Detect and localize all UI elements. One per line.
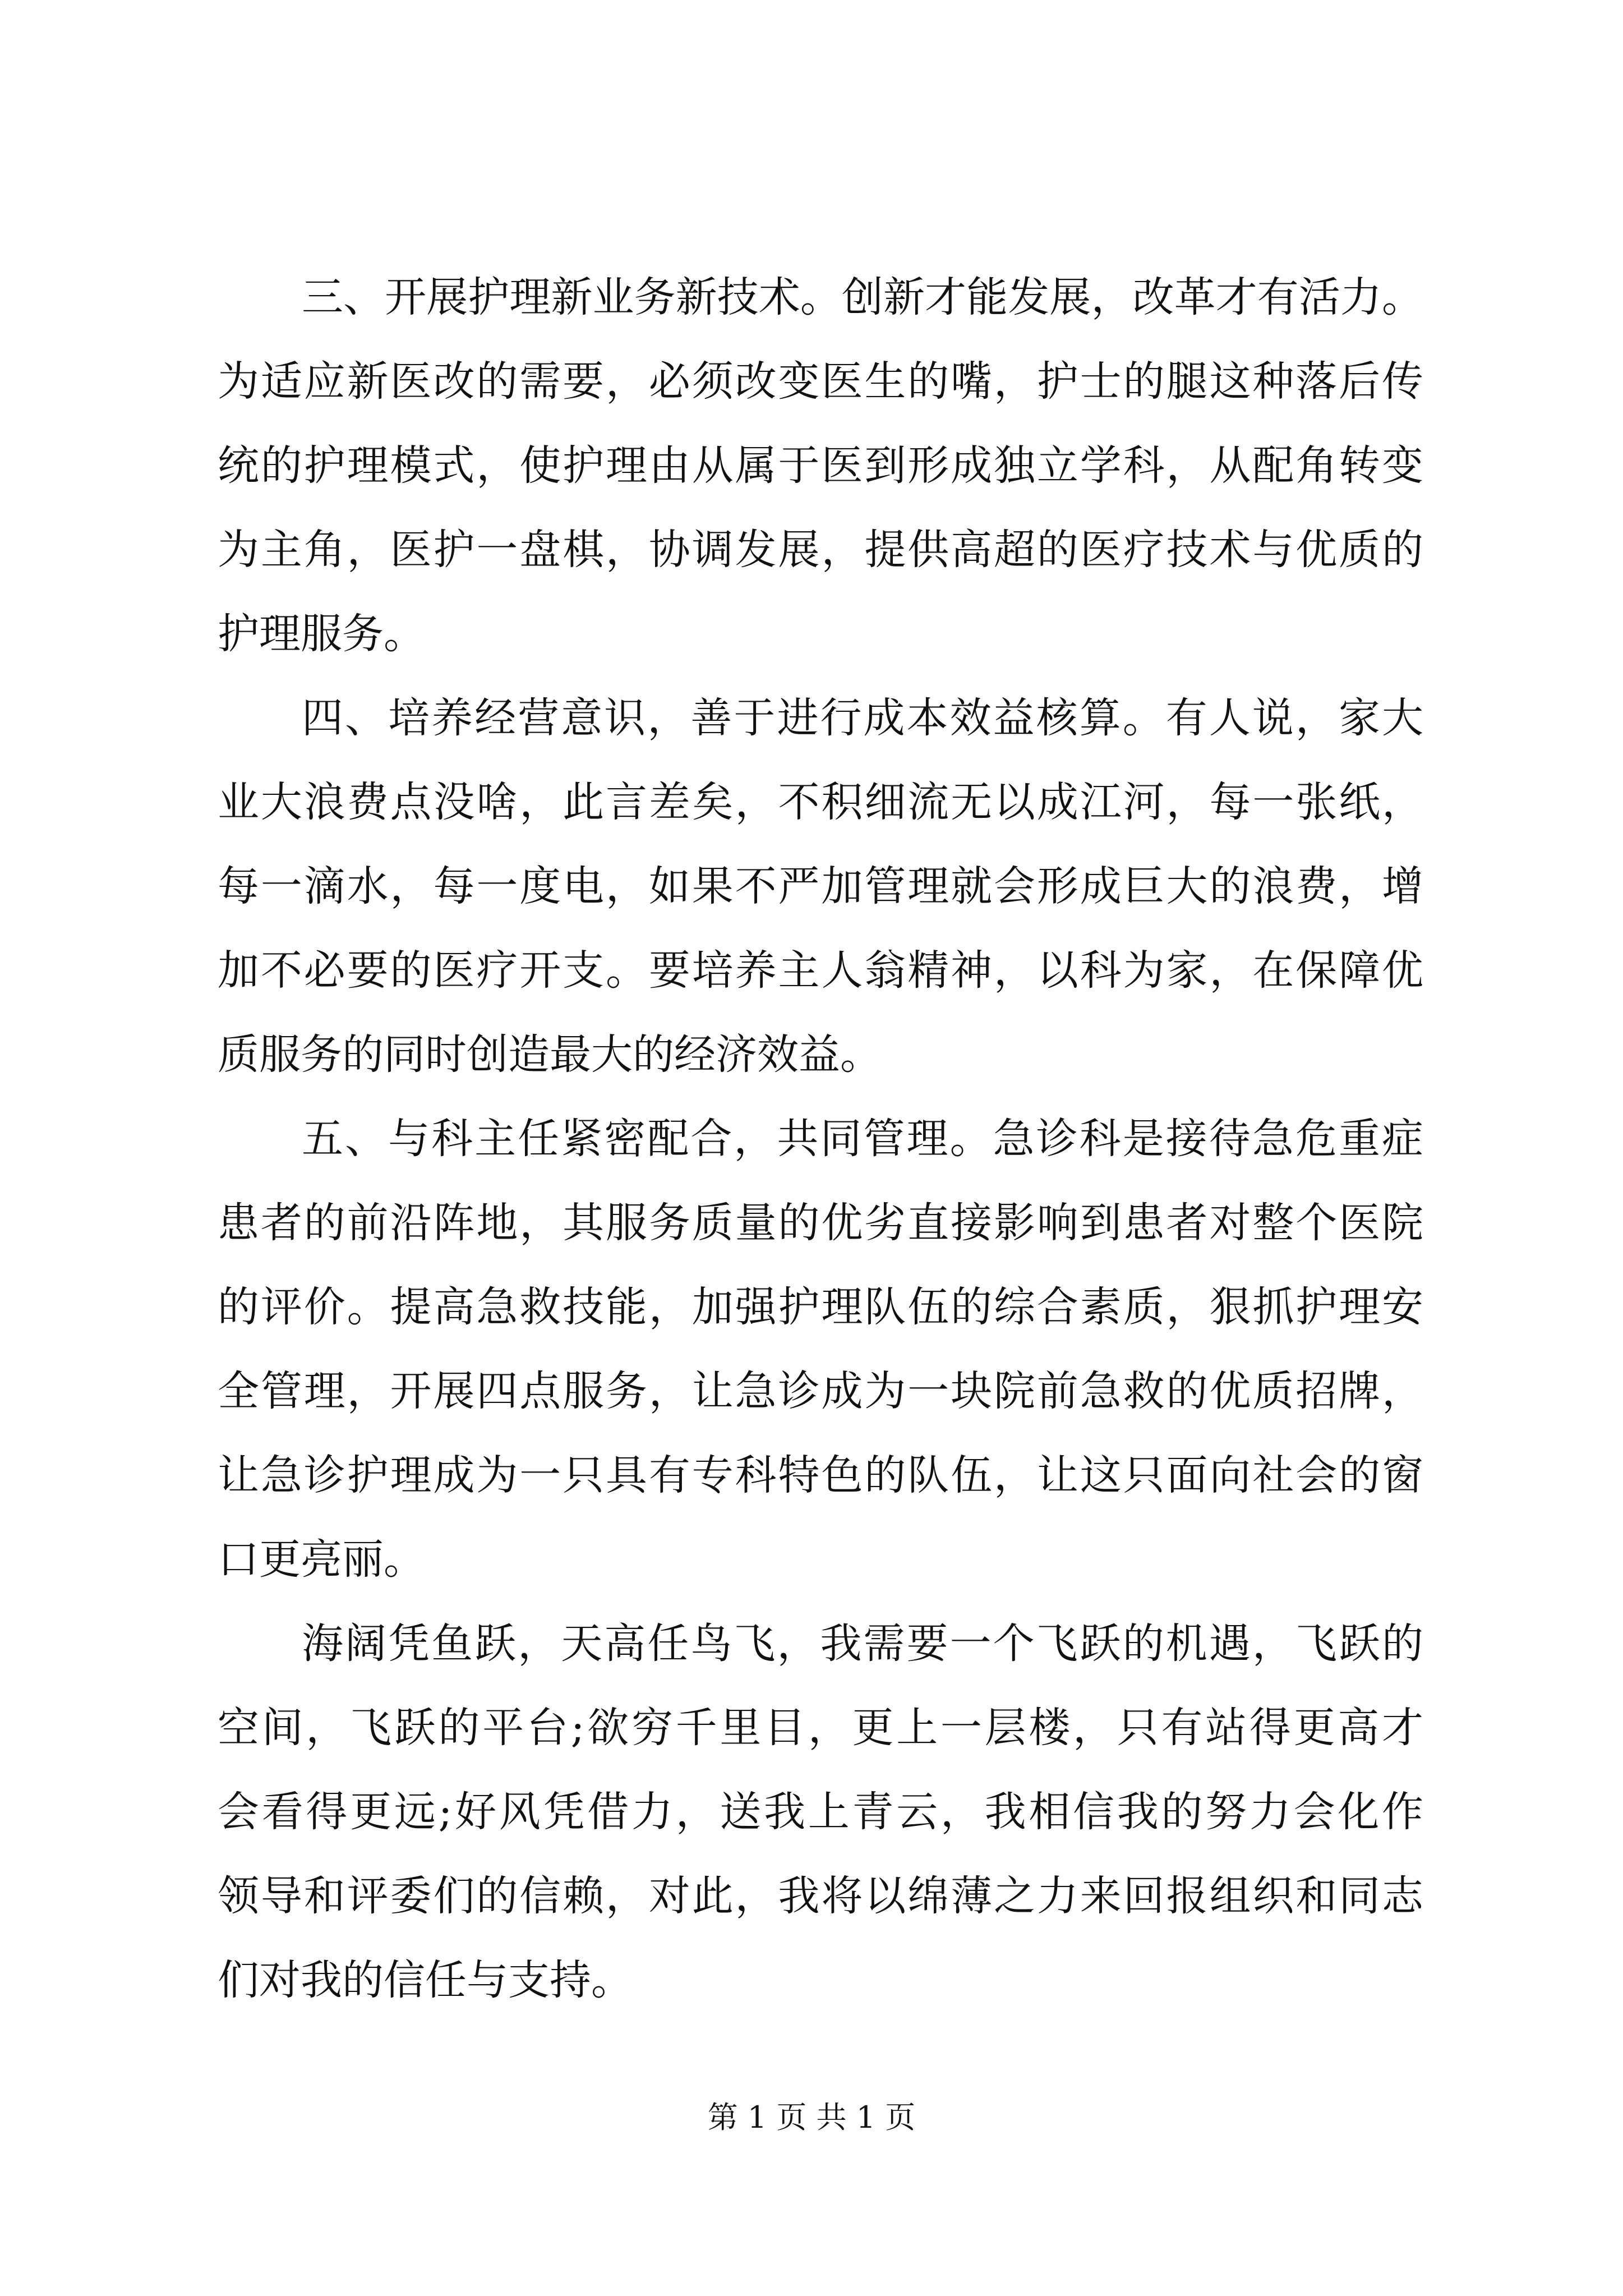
text-line: 们对我的信任与支持。 — [218, 1956, 633, 2004]
text-line: 让急诊护理成为一只具有专科特色的队伍，让这只面向社会的窗 — [218, 1451, 1423, 1499]
text-line: 统的护理模式，使护理由从属于医到形成独立学科，从配角转变 — [218, 441, 1423, 490]
text-line: 加不必要的医疗开支。要培养主人翁精神，以科为家，在保障优 — [218, 946, 1423, 995]
page-footer — [0, 2095, 1623, 2140]
text-line: 海阔凭鱼跃，天高任鸟飞，我需要一个飞跃的机遇，飞跃的 — [302, 1619, 1423, 1668]
text-line: 领导和评委们的信赖，对此，我将以绵薄之力来回报组织和同志 — [218, 1872, 1423, 1920]
paragraph-3 — [218, 1097, 1423, 1602]
text-line: 口更亮丽。 — [218, 1535, 425, 1584]
text-line: 的评价。提高急救技能，加强护理队伍的综合素质，狠抓护理安 — [218, 1283, 1423, 1331]
text-line: 三、开展护理新业务新技术。创新才能发展，改革才有活力。 — [302, 273, 1423, 321]
paragraph-4 — [218, 1602, 1423, 2022]
text-line: 会看得更远;好风凭借力，送我上青云，我相信我的努力会化作 — [218, 1788, 1423, 1836]
text-line: 质服务的同时创造最大的经济效益。 — [218, 1030, 882, 1079]
text-line: 患者的前沿阵地，其服务质量的优劣直接影响到患者对整个医院 — [218, 1199, 1423, 1247]
paragraph-1 — [218, 255, 1423, 676]
text-line: 每一滴水，每一度电，如果不严加管理就会形成巨大的浪费，增 — [218, 862, 1423, 910]
paragraph-2 — [218, 676, 1423, 1097]
text-line: 五、与科主任紧密配合，共同管理。急诊科是接待急危重症 — [302, 1115, 1423, 1163]
page-number-label: 第 1 页 共 1 页 — [707, 2100, 916, 2135]
text-line: 为适应新医改的需要，必须改变医生的嘴，护士的腿这种落后传 — [218, 357, 1423, 406]
text-line: 业大浪费点没啥，此言差矣，不积细流无以成江河，每一张纸， — [218, 778, 1423, 826]
text-line: 护理服务。 — [218, 610, 425, 658]
body-text — [218, 255, 1423, 2022]
text-line: 为主角，医护一盘棋，协调发展，提供高超的医疗技术与优质的 — [218, 526, 1423, 574]
text-line: 全管理，开展四点服务，让急诊成为一块院前急救的优质招牌， — [218, 1367, 1423, 1415]
text-line: 四、培养经营意识，善于进行成本效益核算。有人说，家大 — [302, 694, 1423, 742]
text-line: 空间，飞跃的平台;欲穷千里目，更上一层楼，只有站得更高才 — [218, 1704, 1423, 1752]
